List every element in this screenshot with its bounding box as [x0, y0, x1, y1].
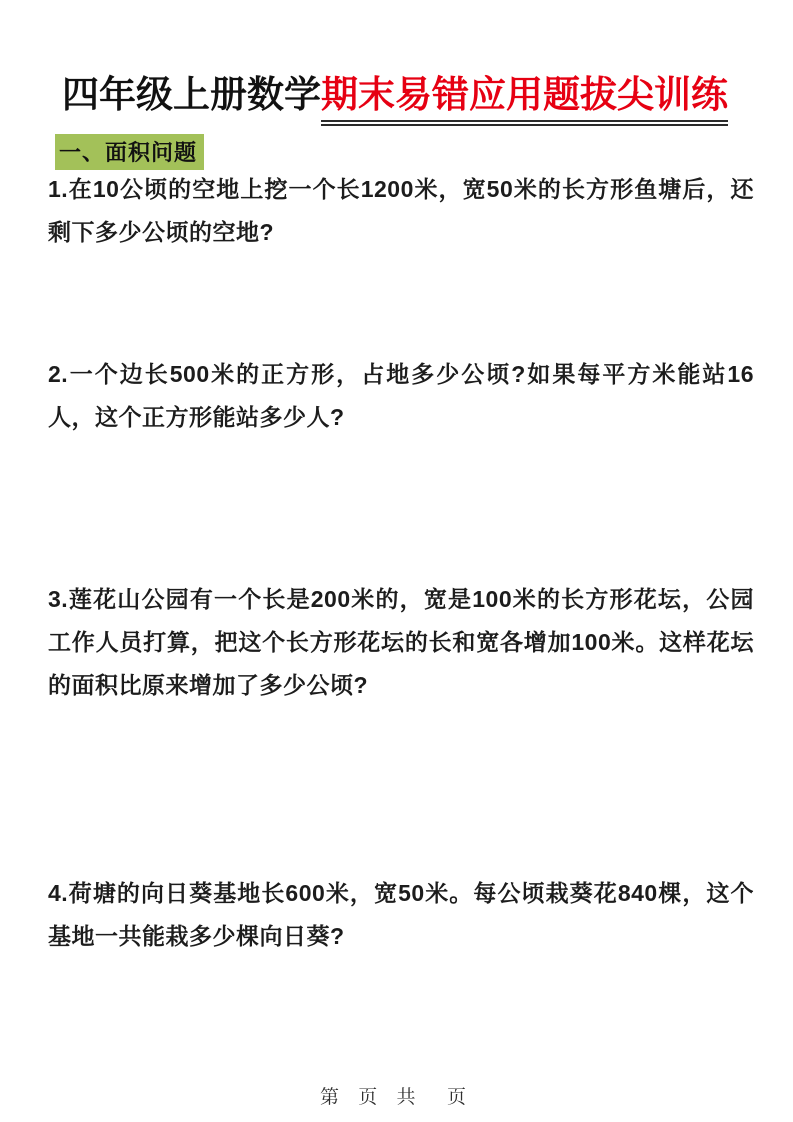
page-title-red-part: 期末易错应用题拔尖训练: [321, 64, 728, 126]
question-1-number: 1.: [48, 176, 69, 202]
question-2-number: 2.: [48, 361, 69, 387]
section-header-label: 一、面积问题: [59, 140, 198, 165]
page-title: [62, 64, 728, 126]
question-4-text: 荷塘的向日葵基地长600米，宽50米。每公顷栽葵花840棵，这个基地一共能栽多少棵向日葵?: [48, 880, 754, 949]
question-4-number: 4.: [48, 880, 69, 906]
question-2-text: 一个边长500米的正方形，占地多少公顷?如果每平方米能站16人，这个正方形能站多少人?: [48, 361, 754, 430]
question-1: [48, 168, 754, 254]
page-footer: 第 页 共 页: [319, 1087, 474, 1108]
question-4: [48, 872, 754, 958]
question-3: [48, 578, 754, 707]
question-1-text: 在10公顷的空地上挖一个长1200米，宽50米的长方形鱼塘后，还剩下多少公顷的空地?: [48, 176, 754, 245]
page-title-black-part: 四年级上册数学: [62, 74, 321, 115]
question-3-text: 莲花山公园有一个长是200米的，宽是100米的长方形花坛，公园工作人员打算，把这个长方形花坛的长和宽各增加100米。这样花坛的面积比原来增加了多少公顷?: [48, 586, 754, 698]
question-2: [48, 353, 754, 439]
question-3-number: 3.: [48, 586, 69, 612]
section-header-area-problems: [55, 134, 204, 170]
